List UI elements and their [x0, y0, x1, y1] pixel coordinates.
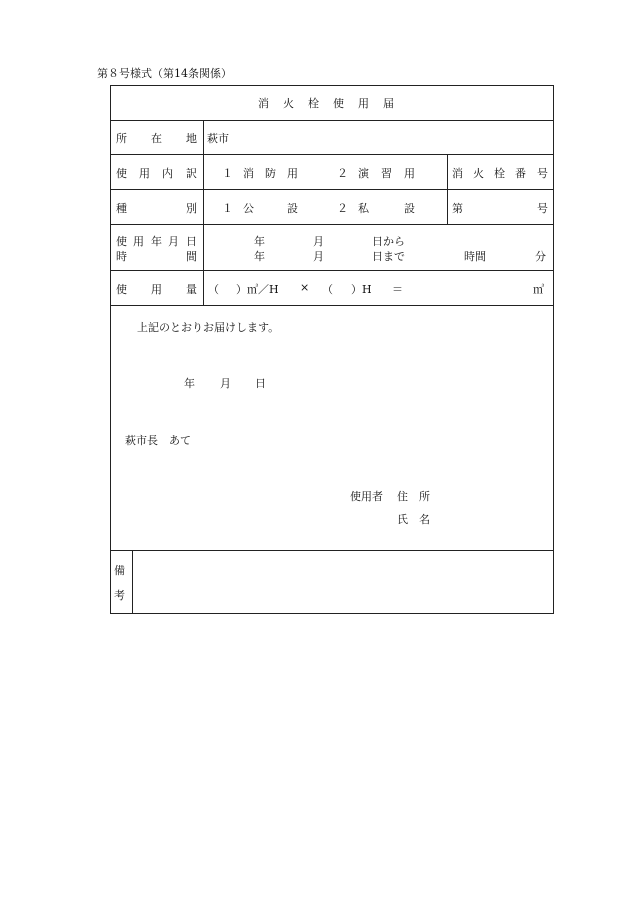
form-title: 消 火 栓 使 用 届 — [258, 97, 394, 110]
form-number: 第８号様式（第14条関係） — [97, 67, 232, 80]
user-label: 使用者 — [350, 490, 383, 503]
remarks-field[interactable] — [135, 553, 551, 611]
declaration-statement: 上記のとおりお届けします。 — [137, 321, 280, 334]
location-value[interactable]: 萩市 — [207, 132, 229, 145]
user-name-label: 氏 名 — [397, 513, 430, 526]
user-address-label: 住 所 — [397, 490, 430, 503]
addressee: 萩市長 あて — [125, 434, 191, 447]
